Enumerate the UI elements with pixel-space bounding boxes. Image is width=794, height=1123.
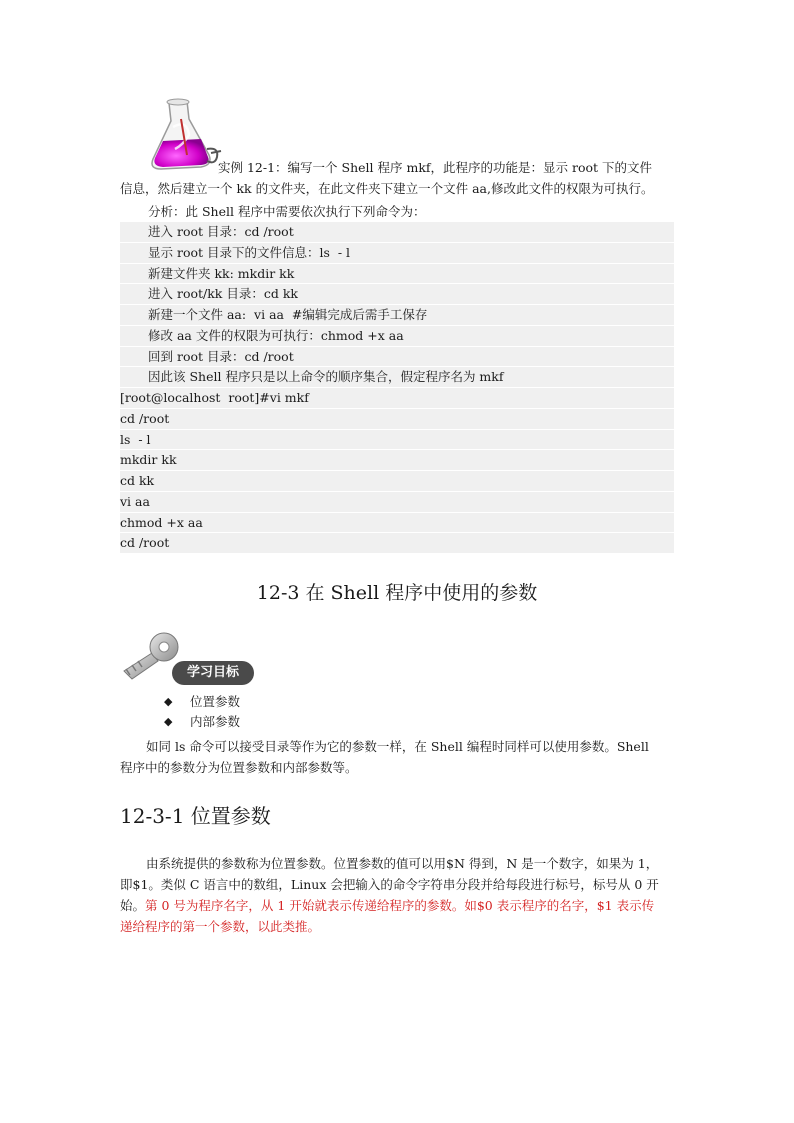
script-line: vi aa bbox=[120, 492, 674, 513]
list-item bbox=[164, 692, 240, 712]
list-item bbox=[164, 712, 240, 732]
example-intro bbox=[120, 157, 674, 199]
bullet-list bbox=[164, 692, 240, 732]
subsection-title: 12-3-1 位置参数 bbox=[120, 804, 271, 828]
script-line: [root@localhost root]#vi mkf bbox=[120, 388, 674, 409]
learning-goal-label: 学习目标 bbox=[172, 661, 254, 685]
highlighted-text: 第 0 号为程序名字，从 1 开始就表示传递给程序的参数。如$0 表示程序的名字，$1 表示传 bbox=[145, 898, 655, 913]
step-line: 因此该 Shell 程序只是以上命令的顺序集合，假定程序名为 mkf bbox=[120, 367, 674, 388]
script-line: cd /root bbox=[120, 533, 674, 554]
step-line: 新建文件夹 kk: mkdir kk bbox=[120, 264, 674, 285]
bullet-marker: ◆ bbox=[164, 715, 173, 728]
bullet-text: 位置参数 bbox=[190, 694, 241, 709]
bullet-text: 内部参数 bbox=[190, 714, 241, 729]
step-line: 修改 aa 文件的权限为可执行：chmod +x aa bbox=[120, 326, 674, 347]
example-line-2: 信息，然后建立一个 kk 的文件夹，在此文件夹下建立一个文件 aa,修改此文件的权限为可执行。 bbox=[120, 181, 654, 196]
paragraph-line-3-start: 始。 bbox=[120, 898, 146, 913]
script-line: chmod +x aa bbox=[120, 513, 674, 534]
subsection-paragraph bbox=[120, 853, 674, 937]
script-line: cd kk bbox=[120, 471, 674, 492]
paragraph-line-4: 递给程序的第一个参数，以此类推。 bbox=[120, 919, 321, 934]
script-line: cd /root bbox=[120, 409, 674, 430]
script-line: mkdir kk bbox=[120, 450, 674, 471]
example-line-1: 实例 12-1：编写一个 Shell 程序 mkf，此程序的功能是：显示 root 下的文件 bbox=[218, 160, 653, 175]
section-intro-line-2: 程序中的参数分为位置参数和内部参数等。 bbox=[120, 760, 358, 775]
paragraph-line-2: 即$1。类似 C 语言中的数组，Linux 会把输入的命令字符串分段并给每段进行标号，标号从 0 开 bbox=[120, 877, 659, 892]
step-line: 新建一个文件 aa: vi aa #编辑完成后需手工保存 bbox=[120, 305, 674, 326]
section-intro-line-1: 如同 ls 命令可以接受目录等作为它的参数一样，在 Shell 编程时同样可以使用参数。Shell bbox=[146, 739, 649, 754]
step-line: 进入 root/kk 目录：cd kk bbox=[120, 284, 674, 305]
paragraph-line-1: 由系统提供的参数称为位置参数。位置参数的值可以用$N 得到，N 是一个数字，如果为 1， bbox=[146, 856, 659, 871]
step-line: 进入 root 目录：cd /root bbox=[120, 222, 674, 243]
paragraph-line-3 bbox=[120, 895, 674, 916]
analysis-text: 分析：此 Shell 程序中需要依次执行下列命令为： bbox=[148, 204, 426, 219]
script-line: ls - l bbox=[120, 430, 674, 451]
step-line: 显示 root 目录下的文件信息：ls - l bbox=[120, 243, 674, 264]
bullet-marker: ◆ bbox=[164, 695, 173, 708]
code-block bbox=[120, 222, 674, 554]
section-intro bbox=[120, 736, 674, 778]
step-line: 回到 root 目录：cd /root bbox=[120, 347, 674, 368]
section-title: 12-3 在 Shell 程序中使用的参数 bbox=[256, 582, 538, 604]
